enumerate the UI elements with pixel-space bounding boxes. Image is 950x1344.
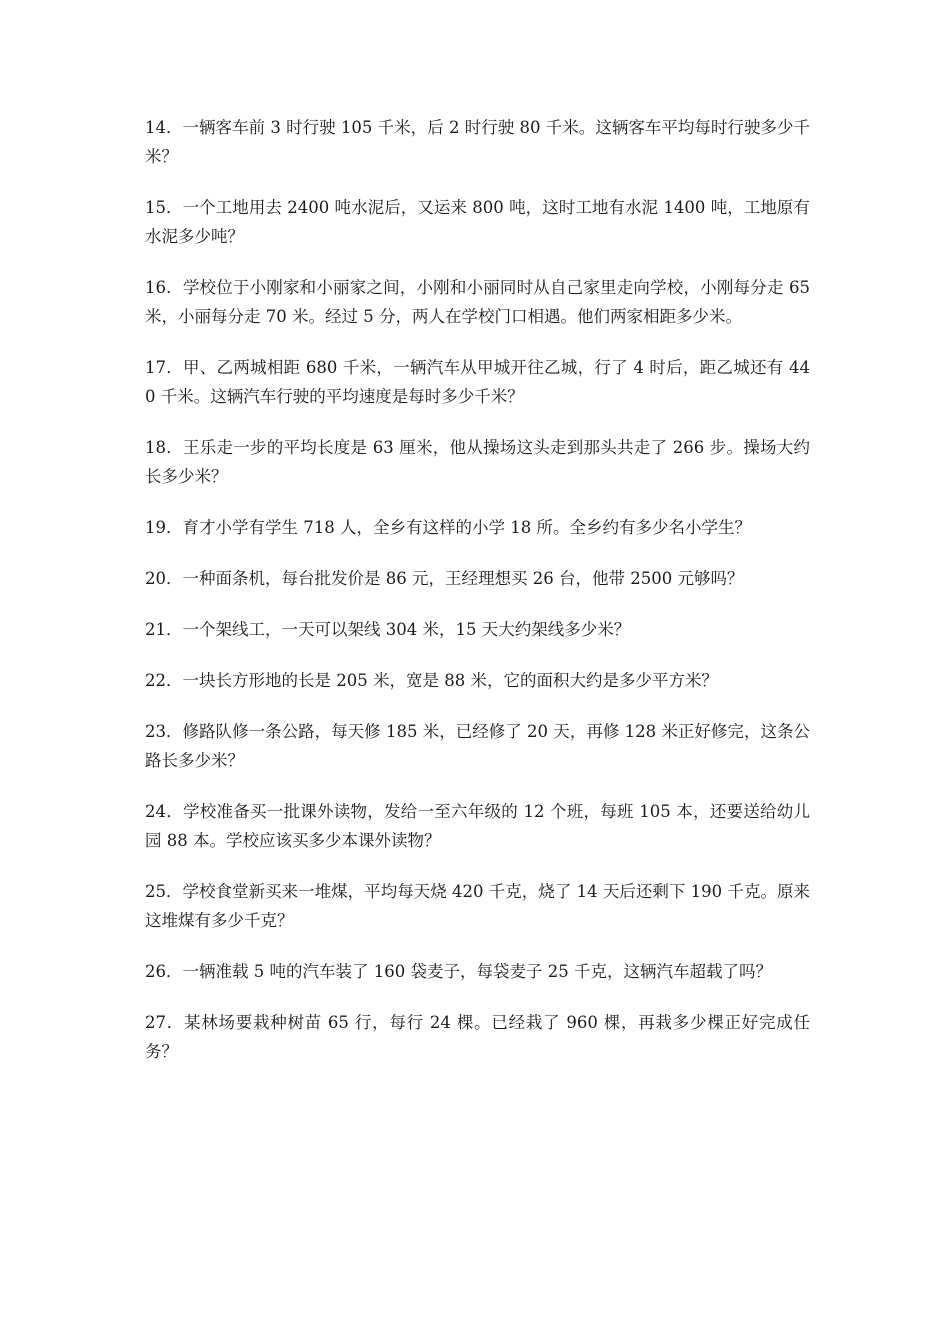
problem-16: 16．学校位于小刚家和小丽家之间，小刚和小丽同时从自己家里走向学校，小刚每分走 65 米，小丽每分走 70 米。经过 5 分，两人在学校门口相遇。他们两家相距多少米。 [145,278,810,326]
problem-23: 23．修路队修一条公路，每天修 185 米，已经修了 20 天，再修 128 米正好修完，这条公路长多少米？ [145,722,810,770]
problem-list [145,113,810,1088]
problem-22: 22．一块长方形地的长是 205 米，宽是 88 米，它的面积大约是多少平方米？ [145,671,718,690]
problem-27: 27．某林场要栽种树苗 65 行，每行 24 棵。已经栽了 960 棵，再栽多少棵正好完成任务？ [145,1013,810,1061]
problem-25: 25．学校食堂新买来一堆煤，平均每天烧 420 千克，烧了 14 天后还剩下 190 千克。原来这堆煤有多少千克？ [145,882,810,930]
problem-24: 24．学校准备买一批课外读物，发给一至六年级的 12 个班，每班 105 本，还要送给幼儿园 88 本。学校应该买多少本课外读物？ [145,802,810,850]
problem-19: 19．育才小学有学生 718 人，全乡有这样的小学 18 所。全乡约有多少名小学生？ [145,518,751,537]
problem-15: 15．一个工地用去 2400 吨水泥后，又运来 800 吨，这时工地有水泥 1400 吨，工地原有水泥多少吨？ [145,198,810,246]
problem-17: 17．甲、乙两城相距 680 千米，一辆汽车从甲城开往乙城，行了 4 时后，距乙城还有 440 千米。这辆汽车行驶的平均速度是每时多少千米？ [145,358,810,406]
problem-26: 26．一辆准载 5 吨的汽车装了 160 袋麦子，每袋麦子 25 千克，这辆汽车超载了吗？ [145,962,772,981]
problem-20: 20．一种面条机，每台批发价是 86 元，王经理想买 26 台，他带 2500 元够吗？ [145,569,744,588]
problem-18: 18．王乐走一步的平均长度是 63 厘米，他从操场这头走到那头共走了 266 步。操场大约长多少米？ [145,438,810,486]
problem-14: 14．一辆客车前 3 时行驶 105 千米，后 2 时行驶 80 千米。这辆客车平均每时行驶多少千米？ [145,118,810,166]
problem-21: 21．一个架线工，一天可以架线 304 米，15 天大约架线多少米？ [145,620,631,639]
